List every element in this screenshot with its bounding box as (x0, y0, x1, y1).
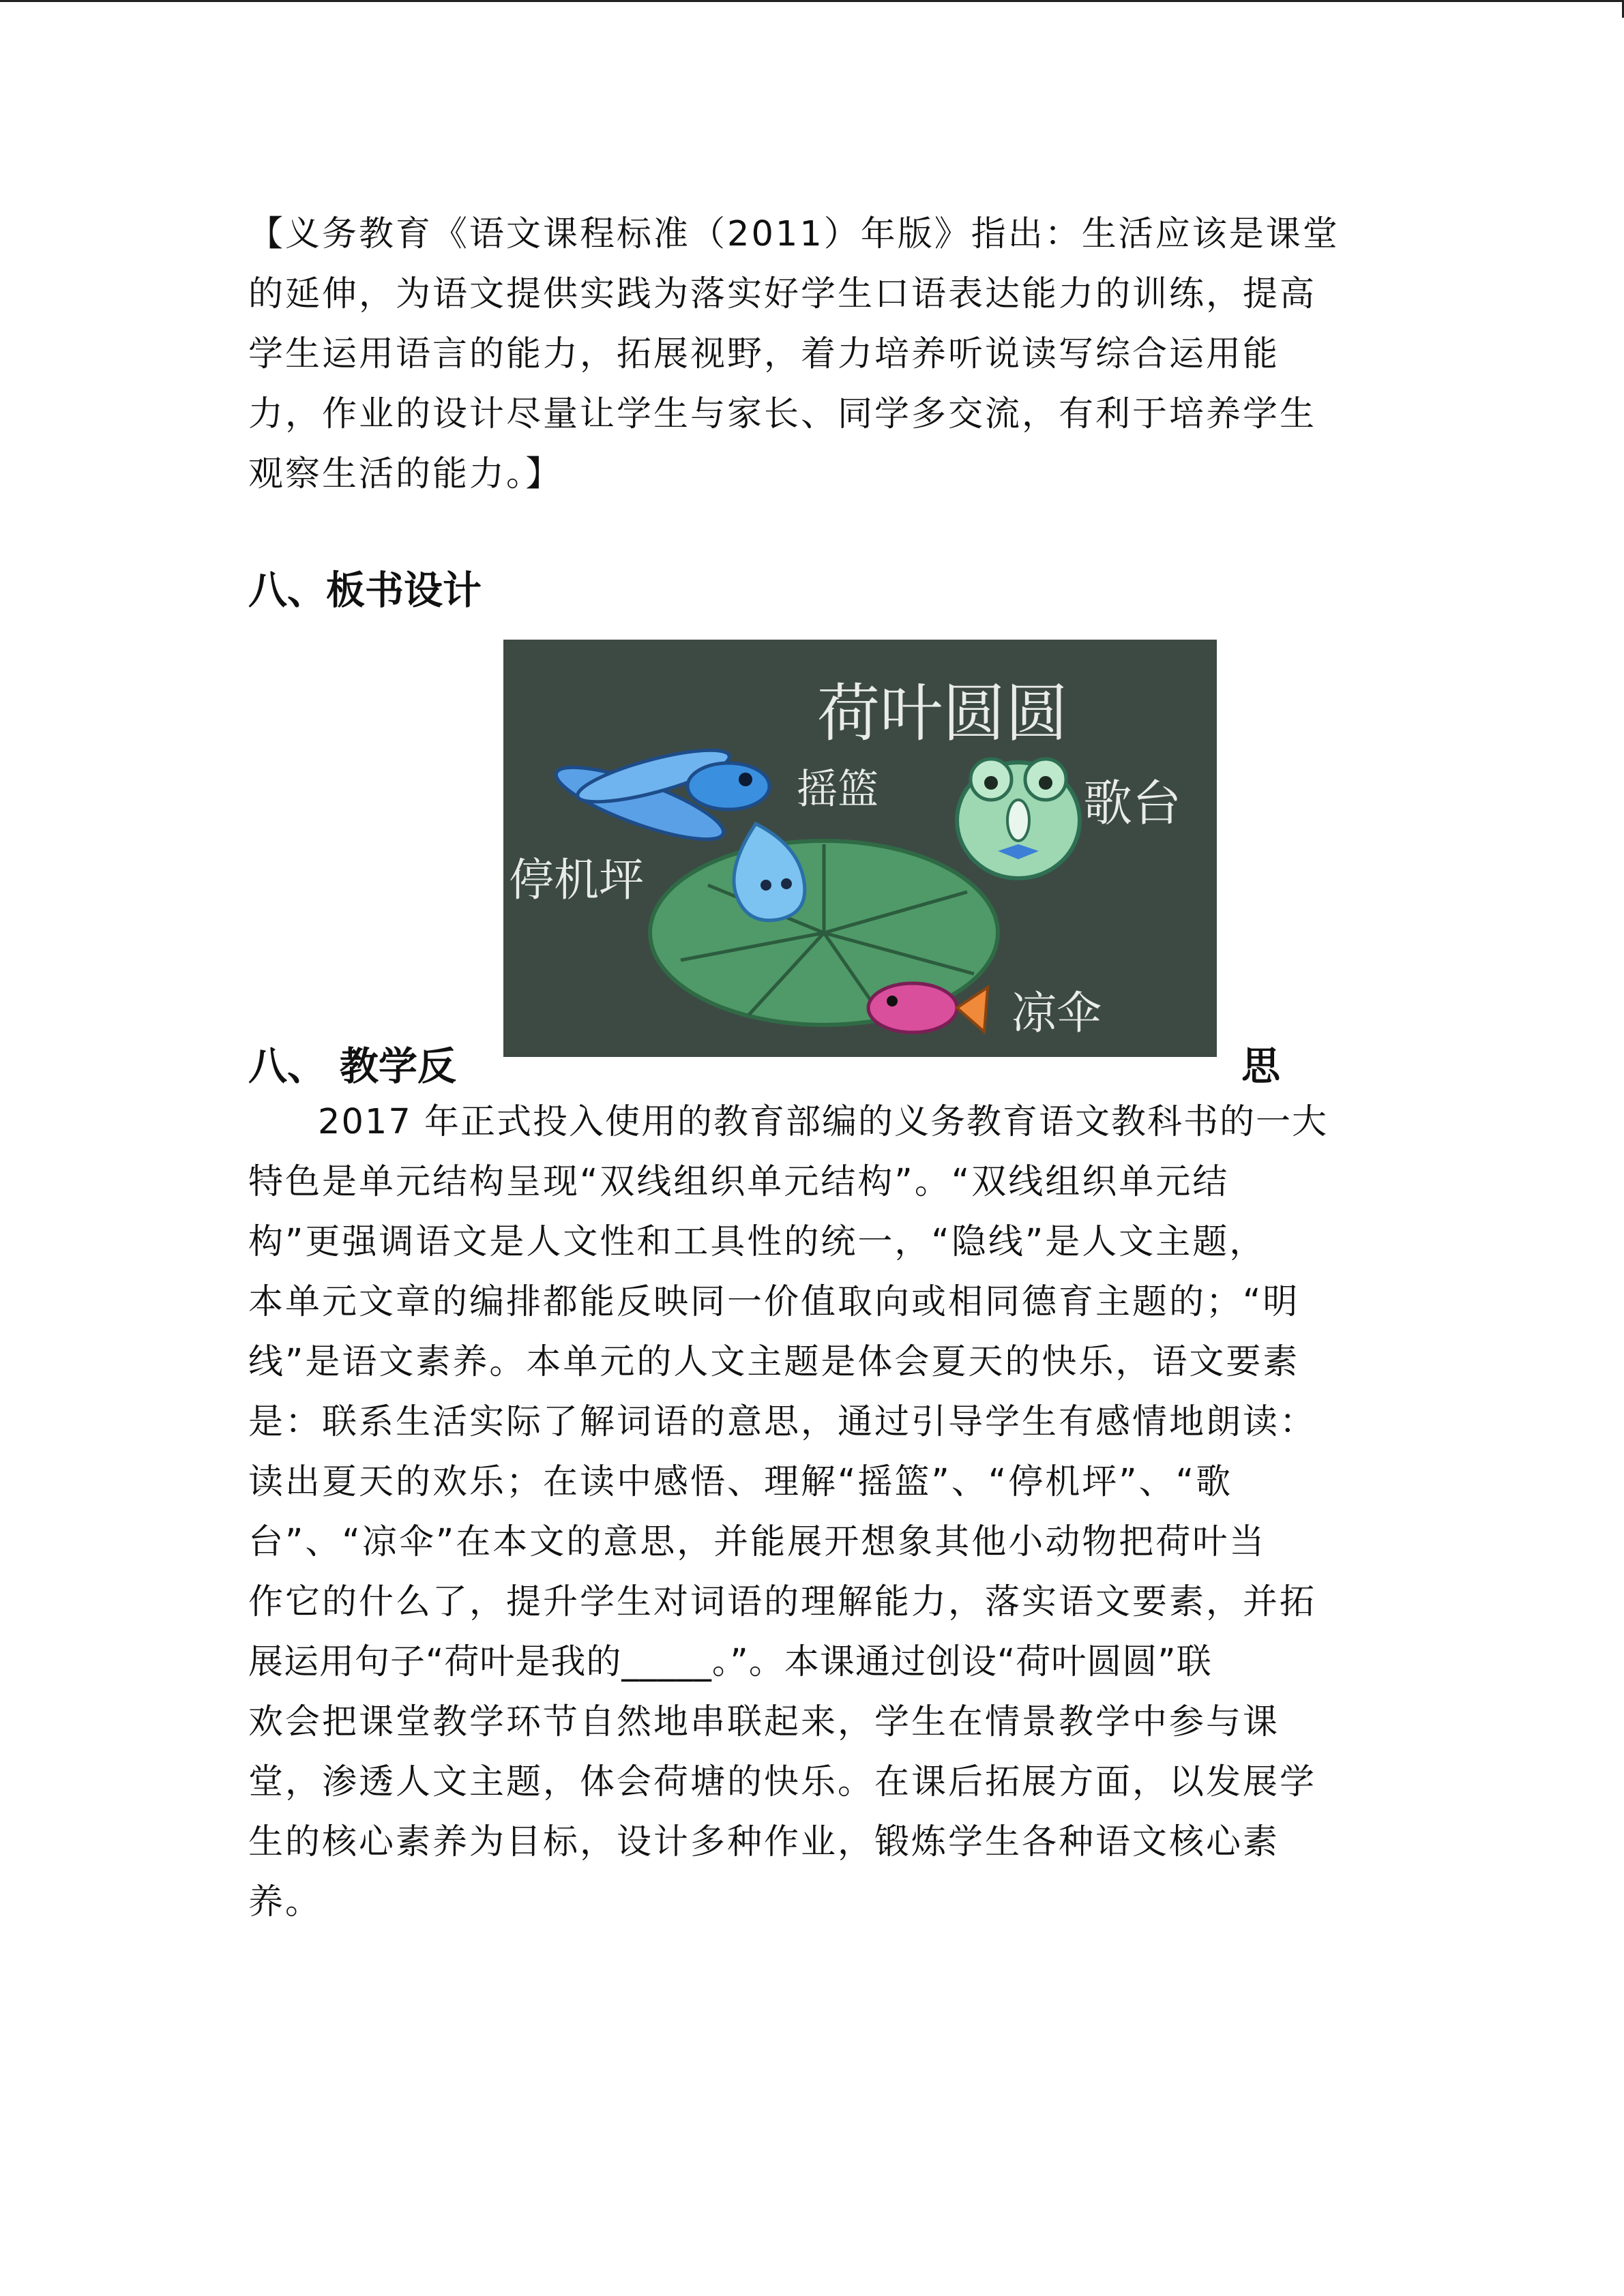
text-line: 本单元文章的编排都能反映同一价值取向或相同德育主题的；“明 (248, 1282, 1300, 1322)
text-line: 作它的什么了，提升学生对词语的理解能力，落实语文要素，并拓 (248, 1582, 1317, 1622)
text-line: 堂，渗透人文主题，体会荷塘的快乐。在课后拓展方面，以发展学 (248, 1762, 1317, 1802)
text-line: 读出夏天的欢乐；在读中感悟、理解“摇篮”、“停机坪”、“歌 (248, 1462, 1233, 1502)
board-label-umbrella: 凉伞 (1012, 987, 1102, 1039)
board-label-apron: 停机坪 (509, 854, 644, 906)
text-line: 生的核心素养为目标，设计多种作业，锻炼学生各种语文核心素 (248, 1822, 1280, 1862)
reflection-paragraph (248, 1092, 1381, 1933)
text-line: 学生运用语言的能力，拓展视野，着力培养听说读写综合运用能 (248, 334, 1280, 374)
text-line: 台”、“凉伞”在本文的意思，并能展开想象其他小动物把荷叶当 (248, 1522, 1267, 1562)
text-line: 力，作业的设计尽量让学生与家长、同学多交流，有利于培养学生 (248, 394, 1317, 434)
text-line: 的延伸，为语文提供实践为落实好学生口语表达能力的训练，提高 (248, 274, 1317, 314)
section-heading-reflection: 八、 教学反 (248, 1044, 456, 1089)
text-line: 观察生活的能力。】 (248, 454, 563, 494)
intro-quote-paragraph (248, 205, 1381, 505)
text-line: 【义务教育《语文课程标准（2011）年版》指出：生活应该是课堂 (248, 214, 1340, 254)
board-label-cradle: 摇篮 (797, 766, 879, 814)
section-heading-board-design: 八、板书设计 (248, 568, 482, 613)
frog-character (957, 759, 1080, 878)
text-line: 欢会把课堂教学环节自然地串联起来，学生在情景教学中参与课 (248, 1702, 1280, 1742)
text-line: 构”更强调语文是人文性和工具性的统一，“隐线”是人文主题， (248, 1222, 1267, 1262)
blackboard-illustration (503, 640, 1217, 1057)
board-title: 荷叶圆圆 (817, 677, 1069, 750)
text-line: 线”是语文素养。本单元的人文主题是体会夏天的快乐，语文要素 (248, 1342, 1300, 1382)
text-line: 是：联系生活实际了解词语的意思，通过引导学生有感情地朗读： (248, 1402, 1317, 1442)
text-line: 展运用句子“荷叶是我的_____。”。本课通过创设“荷叶圆圆”联 (248, 1642, 1212, 1682)
text-line: 特色是单元结构呈现“双线组织单元结构”。“双线组织单元结 (248, 1162, 1230, 1202)
section-heading-reflection-end: 思 (1241, 1044, 1280, 1089)
text-line: 养。 (248, 1882, 323, 1922)
text-line: 2017 年正式投入使用的教育部编的义务教育语文教科书的一大 (318, 1102, 1329, 1142)
board-label-stage: 歌台 (1083, 775, 1182, 832)
page-top-border (0, 0, 1624, 2)
